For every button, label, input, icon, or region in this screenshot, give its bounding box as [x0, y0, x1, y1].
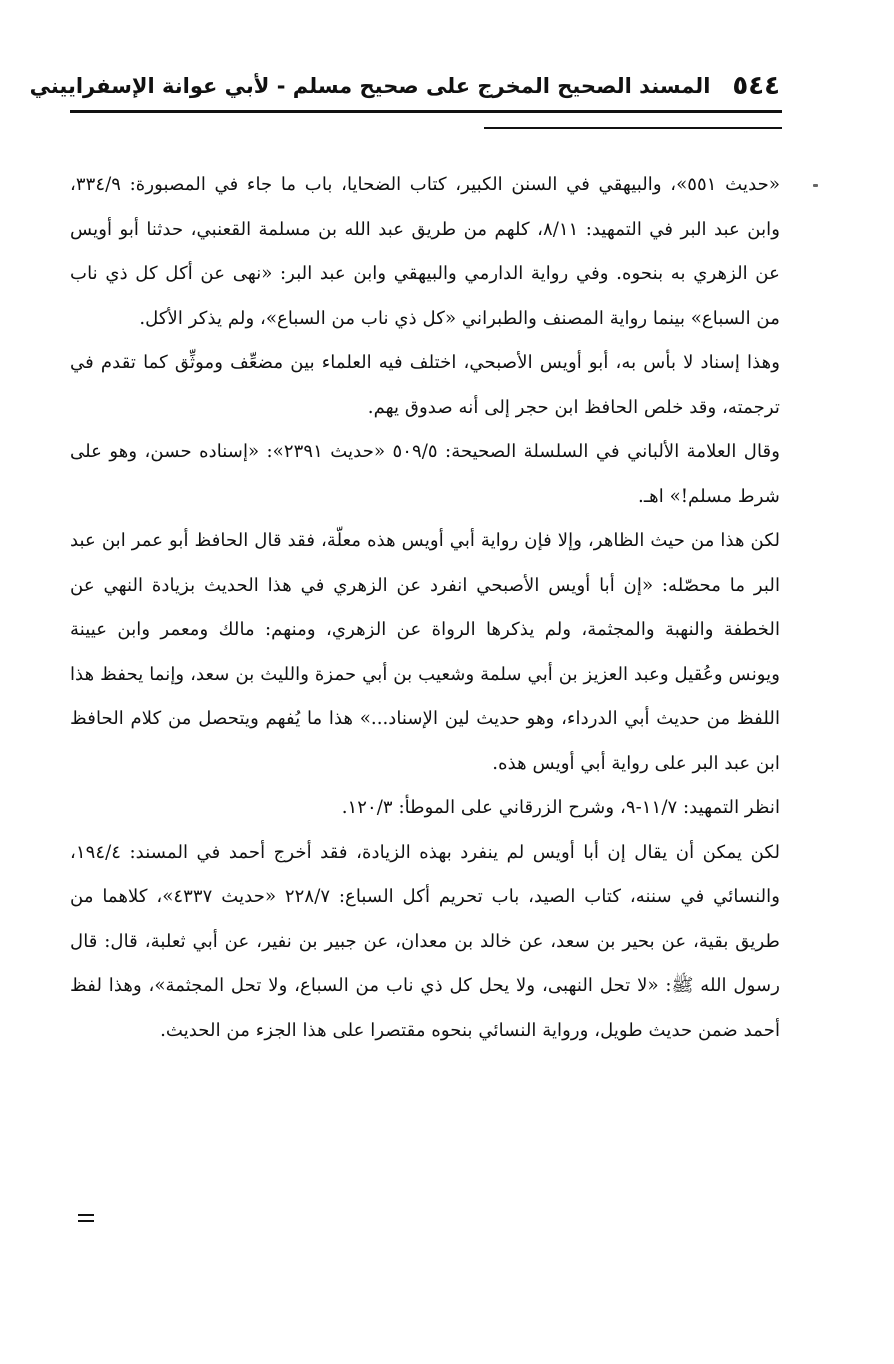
running-title: المسند الصحيح المخرج على صحيح مسلم - لأبي عوانة الإسفراييني: [29, 74, 711, 98]
paragraph: وقال العلامة الألباني في السلسلة الصحيحة: ٥٠٩/٥ «حديث ٢٣٩١»: «إسناده حسن، وهو على شرط مسلم!» اهـ.: [70, 441, 780, 507]
paragraph: لكن يمكن أن يقال إن أبا أويس لم ينفرد بهذه الزيادة، فقد أخرج أحمد في المسند: ١٩٤/٤، والنسائي في سننه، كتاب الصيد، باب تحريم أكل السباع: ٢٢٨/٧ «حديث ٤٣٣٧»، كلاهما من طريق بقية، عن بحير بن سعد، عن خالد بن معدان، عن جبير بن نفير، عن أبي ثعلبة، قال: قال رسول الله ﷺ: «لا تحل النهبى، ولا يحل كل ذي ناب من السباع، ولا تحل المجثمة»، وهذا لفظ أحمد ضمن حديث طويل، ورواية النسائي بنحوه مقتصرا على هذا الجزء من الحديث.: [70, 841, 780, 1041]
paragraph: انظر التمهيد: ١١/٧-٩، وشرح الزرقاني على الموطأ: ١٢٠/٣.: [341, 797, 780, 818]
paragraph: لكن هذا من حيث الظاهر، وإلا فإن رواية أبي أويس هذه معلّة، فقد قال الحافظ أبو عمر ابن عبد البر ما محصّله: «إن أبا أويس الأصبحي انفرد عن الزهري في هذا الحديث بزيادة النهي عن الخطفة والنهبة والمجثمة، ولم يذكرها الرواة عن الزهري، ومنهم: مالك ومعمر وابن عيينة ويونس وعُقيل وعبد العزيز بن أبي سلمة وشعيب بن أبي حمزة والليث بن سعد، وإنما يحفظ هذا اللفظ من حديث أبي الدرداء، وهو حديث لين الإسناد...» هذا ما يُفهم ويتحصل من كلام الحافظ ابن عبد البر على رواية أبي أويس هذه.: [70, 530, 780, 774]
footnote-body: [70, 163, 780, 1053]
footnote-separator: [484, 127, 782, 129]
scan-speck: [813, 184, 818, 187]
header-rule: [70, 110, 782, 113]
paragraph: وهذا إسناد لا بأس به، أبو أويس الأصبحي، اختلف فيه العلماء بين مضعِّف وموثِّق كما تقدم في ترجمته، وقد خلص الحافظ ابن حجر إلى أنه صدوق يهم.: [70, 352, 780, 418]
page-number: ٥٤٤: [732, 71, 780, 101]
page-header: [29, 64, 780, 108]
paragraph: «حديث ٥٥١»، والبيهقي في السنن الكبير، كتاب الضحايا، باب ما جاء في المصبورة: ٣٣٤/٩، وابن عبد البر في التمهيد: ٨/١١، كلهم من طريق عبد الله بن مسلمة القعنبي، حدثنا أبو أويس عن الزهري به بنحوه. وفي رواية الدارمي والبيهقي وابن عبد البر: «نهى عن أكل كل ذي ناب من السباع» بينما رواية المصنف والطبراني «كل ذي ناب من السباع»، ولم يذكر الأكل.: [70, 174, 780, 329]
continuation-mark: [78, 1214, 94, 1223]
